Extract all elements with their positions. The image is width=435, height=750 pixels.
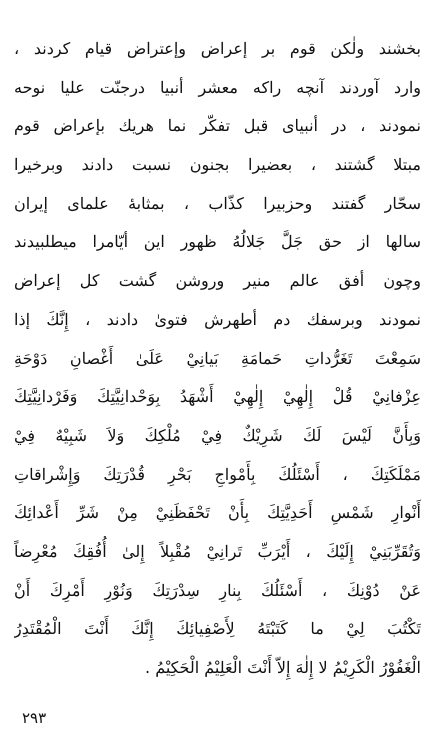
text-line: نمودند وبرسفك دم أطهرش فتوىٰ دادند ، إِنَّكَ إذا	[14, 309, 421, 329]
text-line: وارد آوردند آنچه راكه معشر أنبيا درجنّت عليا نوحه	[14, 77, 421, 97]
text-line: عَنْ دُوْنِكَ ، أَسْئَلُكَ بِنارِ سِدْرَتِكَ وَنُوْرِ أَمْرِكَ أَنْ	[14, 580, 421, 600]
text-line: مَمْلَكَتِكَ ، أَسْئَلُكَ بِأَمْواجِ بَحْرِ قُدْرَتِكَ وَإِشْراقاتِ	[14, 464, 421, 484]
text-line: سَمِعْتَ تَغَرُّداتِ حَمامَةِ بَيانِيْ عَلَىٰ أَغْصانِ دَوْحَةِ	[14, 348, 421, 368]
text-line: وَتُقَرِّبَنِيْ إِلَيْكَ ، أَيْرَبِّ تَرانِيْ مُقْبِلاً إِلىٰ أُفُقِكَ مُعْرِضاً	[14, 541, 421, 561]
text-line: عِزْفانِيْ قُلْ إِلٰهِيْ إِلٰهِيْ أَشْهَدُ بِوَحْدانِيَّتِكَ وَفَرْدانِيَّتِكَ	[14, 387, 421, 407]
text-line: سالها از حق جَلَّ جَلالُهُ ظهور اين أيّامرا ميطلبيدند	[14, 232, 421, 252]
text-line: مبتلا گشتند ، بعضيرا بجنون نسبت دادند وبرخيرا	[14, 155, 421, 175]
text-line: تَكْتُبَ لِيْ ما كَتَبْتَهُ لِأَصْفِيائِكَ إِنَّكَ أَنْتَ الْمُقْتَدِرُ	[14, 619, 421, 639]
text-line: سحّار گفتند وحزبيرا كذّاب ، بمثابهٔ علماى إيران	[14, 193, 421, 213]
page-number: ٢٩٣	[22, 709, 47, 727]
text-line: الْغَفُوْرُ الْكَرِيْمُ لا إِلٰهَ إِلاّ أَنْتَ الْعَلِيْمُ الْحَكِيْمُ .	[145, 658, 421, 677]
text-line: وَبِأَنَّ لَيْسَ لَكَ شَرِيْكٌ فِيْ مُلْكِكَ وَلاَ شَبِيْهٌ فِيْ	[14, 425, 421, 445]
body-text	[14, 30, 421, 688]
text-line: وچون أفق عالم منير وروشن گشت كل إعراض	[14, 271, 421, 291]
text-line: أَنْوارِ شَمْسِ أَحَدِيَّتِكَ بِأَنْ تَحْفَظَنِيْ مِنْ شَرِّ أَعْدائِكَ	[14, 503, 421, 523]
text-line: نمودند ، در أنبياى قبل تفكّر نما هريك بإعراض قوم	[14, 116, 421, 136]
text-line: بخشند ولٰكن قوم بر إعراض وإعتراض قيام كردند ،	[14, 39, 421, 58]
